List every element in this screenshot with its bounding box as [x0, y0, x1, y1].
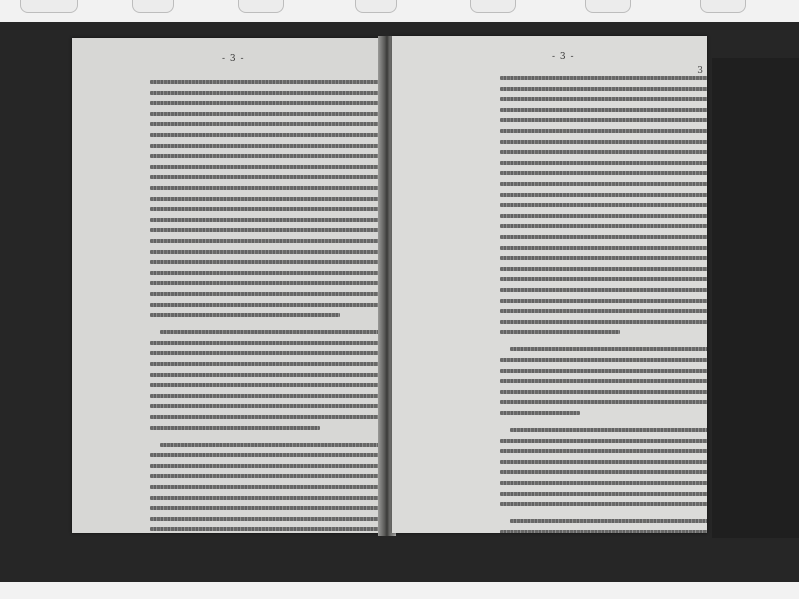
typed-line [500, 530, 707, 533]
typed-line [150, 404, 382, 408]
typed-line [150, 415, 382, 419]
page-clip [238, 0, 284, 13]
typed-line [150, 394, 382, 398]
typed-line [500, 277, 707, 281]
page-clip [700, 0, 746, 13]
typed-line [150, 292, 382, 296]
typed-line [150, 453, 382, 457]
typed-line [150, 351, 382, 355]
typed-line [500, 108, 707, 112]
typed-line [500, 502, 707, 506]
typed-line [150, 373, 382, 377]
typed-line [500, 379, 707, 383]
typed-line [150, 175, 382, 179]
scan-background-edge [712, 58, 799, 538]
typed-line [150, 144, 382, 148]
typed-line [150, 112, 382, 116]
typed-line [500, 439, 707, 443]
right-page [392, 36, 707, 533]
scanner-bottom-strip [0, 582, 799, 599]
typed-line [500, 309, 707, 313]
typed-line [150, 517, 382, 521]
typed-line [500, 267, 707, 271]
typed-line [500, 140, 707, 144]
scanner-top-strip [0, 0, 799, 22]
typed-line [160, 443, 382, 447]
typed-line [510, 519, 707, 523]
typed-line [500, 214, 707, 218]
typed-line [150, 197, 382, 201]
typed-line [500, 256, 707, 260]
typed-line [150, 80, 382, 84]
typed-line [150, 186, 382, 190]
typed-line [500, 129, 707, 133]
typed-line [500, 235, 707, 239]
typed-line [150, 485, 382, 489]
typed-line [500, 161, 707, 165]
typed-line [150, 207, 382, 211]
page-clip [20, 0, 78, 13]
typed-line [500, 224, 707, 228]
typed-line [150, 122, 382, 126]
typed-line [150, 228, 382, 232]
typed-line [150, 281, 382, 285]
typed-line [150, 91, 382, 95]
typed-line [150, 362, 382, 366]
typed-line [150, 165, 382, 169]
corner-page-mark: 3 [697, 66, 703, 76]
page-clip [355, 0, 397, 13]
typed-line [150, 426, 320, 430]
typed-line [500, 460, 707, 464]
typed-line [500, 182, 707, 186]
typed-line [500, 358, 707, 362]
typed-line [500, 400, 707, 404]
typed-line [500, 299, 707, 303]
page-number: - 3 - [222, 54, 245, 64]
typed-line [150, 101, 382, 105]
typed-line [500, 76, 707, 80]
typed-line [150, 303, 382, 307]
typed-line [150, 341, 382, 345]
typed-line [150, 464, 382, 468]
typed-line [500, 150, 707, 154]
typed-line [500, 87, 707, 91]
typed-line [160, 330, 382, 334]
typed-line [150, 133, 382, 137]
typed-line [500, 97, 707, 101]
page-clip [132, 0, 174, 13]
typed-line [150, 260, 382, 264]
typed-line [500, 411, 580, 415]
typed-line [150, 506, 382, 510]
typed-line [150, 250, 382, 254]
typed-line [510, 347, 707, 351]
typed-line [500, 320, 707, 324]
typed-line [150, 154, 382, 158]
typed-line [500, 203, 707, 207]
typed-line [500, 246, 707, 250]
typed-line [150, 271, 382, 275]
typed-line [500, 171, 707, 175]
typed-line [500, 330, 620, 334]
page-clip [585, 0, 631, 13]
typed-line [500, 470, 707, 474]
typed-line [500, 390, 707, 394]
typed-line [500, 369, 707, 373]
typed-line [150, 527, 382, 531]
typed-line [150, 313, 340, 317]
typed-line [500, 118, 707, 122]
typed-line [500, 492, 707, 496]
typed-line [150, 239, 382, 243]
page-number: - 3 - [552, 52, 575, 62]
typed-line [500, 481, 707, 485]
typed-line [500, 449, 707, 453]
typed-line [150, 474, 382, 478]
typed-line [150, 496, 382, 500]
left-page [72, 38, 382, 533]
typed-line [500, 193, 707, 197]
page-clip [470, 0, 516, 13]
typed-line [150, 383, 382, 387]
typed-line [510, 428, 707, 432]
typed-line [500, 288, 707, 292]
typed-line [150, 218, 382, 222]
